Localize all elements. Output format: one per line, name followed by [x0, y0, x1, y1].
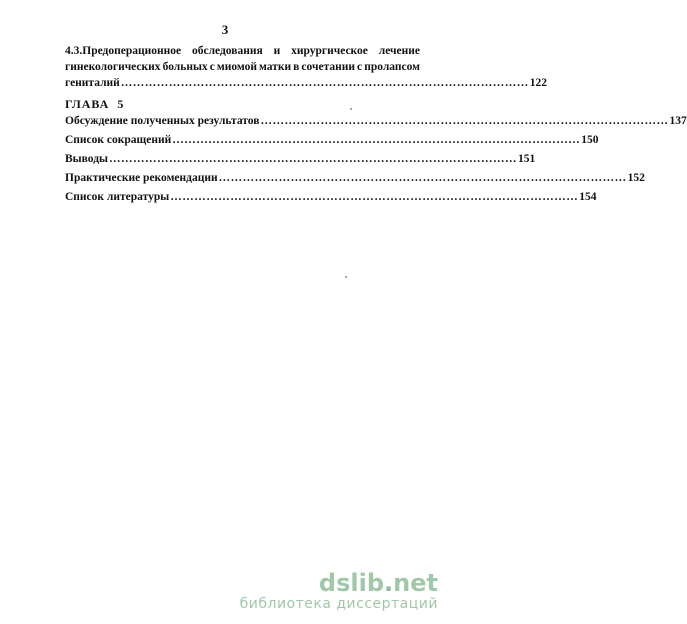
toc-entry-label: Выводы	[65, 153, 108, 165]
dot-leader: …………………………………………………………………………………………	[172, 134, 581, 146]
toc-entry-label: Практические рекомендации	[65, 172, 218, 184]
toc-entry-label: гениталий	[65, 77, 120, 89]
toc-entry-page: 137	[669, 115, 687, 127]
watermark-tagline: библиотека диссертаций	[239, 596, 438, 612]
toc-entry-4-3-line-2	[65, 60, 420, 74]
toc-entry-4-3-line-3	[65, 76, 548, 90]
dot-leader: …………………………………………………………………………………………	[109, 153, 517, 165]
word: миомой	[216, 61, 257, 73]
toc-entry	[65, 152, 536, 166]
toc-entry	[65, 171, 645, 185]
watermark-brand-dot: .	[384, 569, 394, 597]
word: 4.3.Предоперационное	[65, 45, 182, 57]
watermark-brand-name: dslib	[318, 569, 385, 597]
dot-leader: …………………………………………………………………………………………	[260, 115, 669, 127]
word: с	[357, 61, 363, 73]
scan-speck	[350, 108, 352, 110]
word: лечение	[378, 45, 420, 57]
dot-leader: …………………………………………………………………………………………	[120, 77, 529, 89]
dot-leader: …………………………………………………………………………………………	[218, 172, 627, 184]
word: и	[273, 45, 281, 57]
toc-entry-page: 151	[518, 153, 536, 165]
watermark-brand	[240, 570, 438, 596]
word: сочетании	[301, 61, 355, 73]
toc-entry-label: Список сокращений	[65, 134, 172, 146]
toc-entry-page: 122	[529, 77, 548, 89]
word: с	[209, 61, 215, 73]
toc-entry-page: 154	[579, 191, 597, 203]
toc-entry-label: Список литературы	[65, 191, 170, 203]
watermark	[240, 570, 438, 612]
dot-leader: …………………………………………………………………………………………	[170, 191, 579, 203]
word: гинекологических	[65, 61, 161, 73]
word: хирургическое	[291, 45, 368, 57]
word: пролапсом	[364, 61, 420, 73]
word: обследования	[191, 45, 263, 57]
toc-entry	[65, 133, 599, 147]
scan-speck	[345, 276, 347, 278]
toc-entry-label: Обсуждение полученных результатов	[65, 115, 260, 127]
toc-entry-page: 150	[581, 134, 599, 146]
watermark-brand-tld: net	[393, 569, 438, 597]
word: в	[293, 61, 300, 73]
page-number: 3	[221, 22, 229, 37]
toc-entry	[65, 114, 687, 128]
toc-entry-page: 152	[627, 172, 645, 184]
chapter-heading: ГЛАВА 5	[65, 97, 125, 111]
toc-entry-4-3-line-1	[65, 44, 420, 58]
toc-entry	[65, 190, 597, 204]
word: матки	[259, 61, 292, 73]
word: больных	[162, 61, 208, 73]
